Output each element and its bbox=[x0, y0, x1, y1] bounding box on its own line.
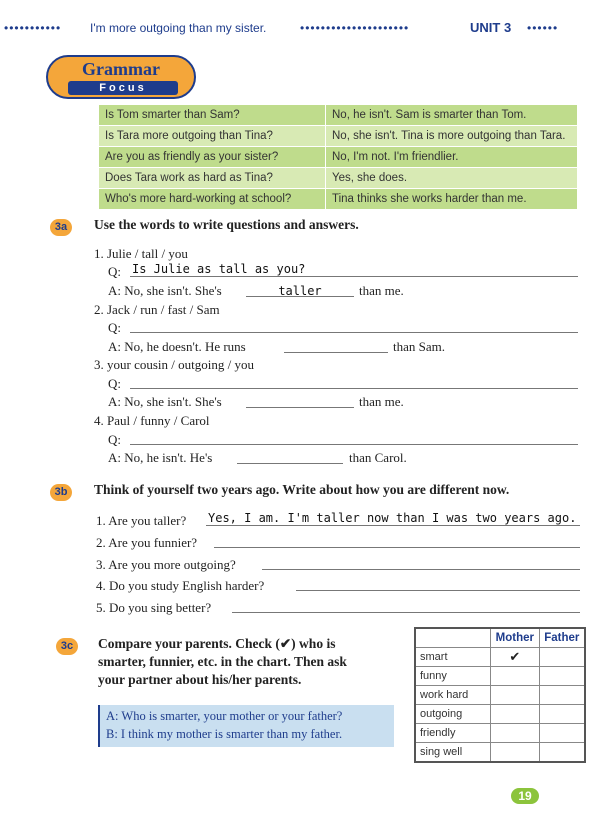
section-3c-label: 3c bbox=[56, 638, 78, 655]
section-3a-instruction: Use the words to write questions and answers. bbox=[94, 217, 359, 232]
exercise-question: 3. Are you more outgoing? bbox=[96, 557, 236, 572]
chart-header-father: Father bbox=[539, 628, 585, 648]
answer-line[interactable] bbox=[262, 555, 580, 570]
header-title: I'm more outgoing than my sister. bbox=[90, 21, 267, 35]
page-number: 19 bbox=[511, 788, 539, 804]
dialog-line-a: A: Who is smarter, your mother or your father? bbox=[106, 709, 343, 723]
answer-prefix: A: No, he isn't. He's bbox=[108, 450, 213, 465]
answer-blank[interactable] bbox=[284, 338, 388, 353]
question-answer-line[interactable] bbox=[130, 262, 578, 277]
mother-check-cell[interactable] bbox=[491, 705, 540, 724]
section-3c-instruction-2: smarter, funnier, etc. in the chart. Then ask bbox=[98, 654, 347, 669]
question-answer-line[interactable] bbox=[130, 318, 578, 333]
exercise-question: 4. Do you study English harder? bbox=[96, 578, 265, 593]
table-row bbox=[99, 105, 578, 126]
answer-line[interactable] bbox=[214, 533, 580, 548]
grammar-question: Is Tara more outgoing than Tina? bbox=[99, 126, 326, 147]
grammar-answer: No, she isn't. Tina is more outgoing than Tara. bbox=[326, 126, 578, 147]
grammar-table bbox=[98, 104, 578, 210]
table-row bbox=[99, 168, 578, 189]
question-answer-line[interactable] bbox=[130, 430, 578, 445]
answer-prefix: A: No, she isn't. She's bbox=[108, 283, 222, 298]
mother-check-cell[interactable] bbox=[491, 743, 540, 763]
handwritten-answer: Yes, I am. I'm taller now than I was two years ago. bbox=[208, 511, 577, 525]
q-label: Q: bbox=[108, 264, 121, 279]
header-dots-right: •••••• bbox=[527, 21, 559, 35]
grammar-question: Is Tom smarter than Sam? bbox=[99, 105, 326, 126]
father-check-cell[interactable] bbox=[539, 743, 585, 763]
grammar-answer: Yes, she does. bbox=[326, 168, 578, 189]
grammar-question: Does Tara work as hard as Tina? bbox=[99, 168, 326, 189]
handwritten-question: Is Julie as tall as you? bbox=[132, 262, 306, 276]
exercise-prompt: 2. Jack / run / fast / Sam bbox=[94, 302, 220, 317]
page-header bbox=[0, 18, 614, 38]
q-label: Q: bbox=[108, 376, 121, 391]
answer-blank[interactable] bbox=[237, 449, 343, 464]
answer-blank[interactable] bbox=[246, 393, 354, 408]
handwritten-answer: taller bbox=[278, 284, 322, 298]
table-row bbox=[415, 648, 585, 667]
table-row bbox=[415, 743, 585, 763]
header-dots-middle: ••••••••••••••••••••• bbox=[300, 21, 410, 35]
grammar-answer: No, I'm not. I'm friendlier. bbox=[326, 147, 578, 168]
father-check-cell[interactable] bbox=[539, 705, 585, 724]
section-3c-instruction-1: Compare your parents. Check (✔) who is bbox=[98, 636, 336, 651]
answer-prefix: A: No, he doesn't. He runs bbox=[108, 339, 246, 354]
exercise-prompt: 1. Julie / tall / you bbox=[94, 246, 188, 261]
chart-header-row bbox=[415, 628, 585, 648]
father-check-cell[interactable] bbox=[539, 648, 585, 667]
section-3b-label: 3b bbox=[50, 484, 72, 501]
answer-line[interactable] bbox=[232, 598, 580, 613]
section-3b-instruction: Think of yourself two years ago. Write about how you are different now. bbox=[94, 482, 510, 497]
exercise-question: 2. Are you funnier? bbox=[96, 535, 198, 550]
father-check-cell[interactable] bbox=[539, 724, 585, 743]
section-3a-label: 3a bbox=[50, 219, 72, 236]
parents-comparison-chart bbox=[414, 627, 586, 763]
chart-row-label: friendly bbox=[415, 724, 491, 743]
grammar-question: Are you as friendly as your sister? bbox=[99, 147, 326, 168]
table-row bbox=[99, 147, 578, 168]
table-row bbox=[99, 189, 578, 210]
grammar-focus-badge bbox=[46, 55, 196, 99]
question-answer-line[interactable] bbox=[130, 374, 578, 389]
header-unit: UNIT 3 bbox=[470, 20, 512, 35]
chart-row-label: sing well bbox=[415, 743, 491, 763]
header-dots-left: ••••••••••• bbox=[4, 21, 62, 35]
exercise-prompt: 3. your cousin / outgoing / you bbox=[94, 357, 254, 372]
grammar-answer: No, he isn't. Sam is smarter than Tom. bbox=[326, 105, 578, 126]
grammar-answer: Tina thinks she works harder than me. bbox=[326, 189, 578, 210]
badge-subtitle: Focus bbox=[68, 81, 178, 95]
exercise-prompt: 4. Paul / funny / Carol bbox=[94, 413, 210, 428]
chart-corner bbox=[415, 628, 491, 648]
answer-line[interactable] bbox=[206, 511, 580, 526]
table-row bbox=[415, 705, 585, 724]
father-check-cell[interactable] bbox=[539, 667, 585, 686]
answer-suffix: than me. bbox=[359, 283, 404, 298]
mother-check-cell[interactable] bbox=[491, 667, 540, 686]
example-dialog bbox=[98, 705, 394, 747]
answer-suffix: than Sam. bbox=[393, 339, 445, 354]
table-row bbox=[415, 686, 585, 705]
answer-suffix: than Carol. bbox=[349, 450, 407, 465]
answer-blank[interactable] bbox=[246, 282, 354, 297]
chart-row-label: outgoing bbox=[415, 705, 491, 724]
mother-check-cell[interactable] bbox=[491, 686, 540, 705]
grammar-question: Who's more hard-working at school? bbox=[99, 189, 326, 210]
answer-line[interactable] bbox=[296, 576, 580, 591]
section-3c-instruction-3: your partner about his/her parents. bbox=[98, 672, 302, 687]
mother-check-cell[interactable]: ✔ bbox=[491, 648, 540, 667]
badge-title: Grammar bbox=[82, 59, 160, 79]
father-check-cell[interactable] bbox=[539, 686, 585, 705]
chart-row-label: funny bbox=[415, 667, 491, 686]
answer-prefix: A: No, she isn't. She's bbox=[108, 394, 222, 409]
chart-row-label: smart bbox=[415, 648, 491, 667]
q-label: Q: bbox=[108, 320, 121, 335]
table-row bbox=[99, 126, 578, 147]
exercise-question: 1. Are you taller? bbox=[96, 513, 187, 528]
table-row bbox=[415, 667, 585, 686]
mother-check-cell[interactable] bbox=[491, 724, 540, 743]
answer-suffix: than me. bbox=[359, 394, 404, 409]
dialog-line-b: B: I think my mother is smarter than my father. bbox=[106, 727, 343, 741]
chart-row-label: work hard bbox=[415, 686, 491, 705]
q-label: Q: bbox=[108, 432, 121, 447]
table-row bbox=[415, 724, 585, 743]
exercise-question: 5. Do you sing better? bbox=[96, 600, 212, 615]
chart-header-mother: Mother bbox=[491, 628, 540, 648]
